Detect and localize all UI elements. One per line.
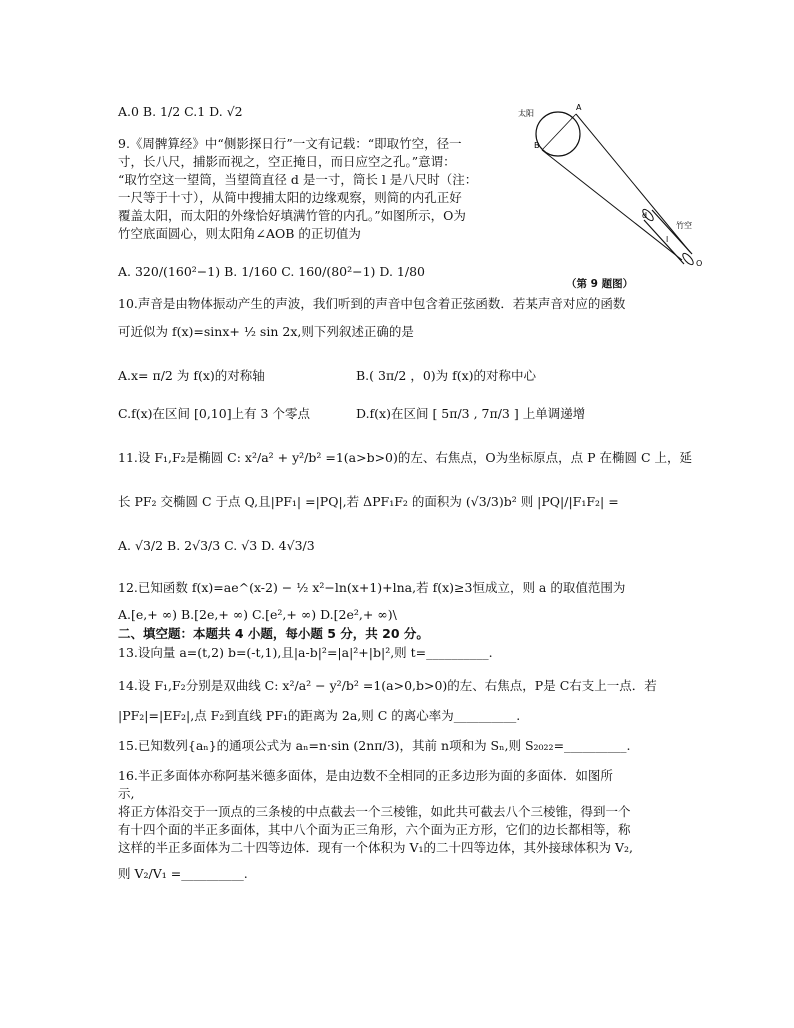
q12-line: 12.已知函数 f(x)=ae^(x-2) − ½ x²−ln(x+1)+lna,若 f(x)≥3恒成立，则 a 的取值范围为 [118, 580, 626, 595]
q14-line-2: |PF₂|=|EF₂|,点 F₂到直线 PF₁的距离为 2a,则 C 的离心率为__________. [118, 708, 521, 723]
q9-options: A. 320/(160²−1) B. 1/160 C. 160/(80²−1) D. 1/80 [118, 264, 425, 279]
chord-ab [542, 114, 576, 150]
q16-line-5: 这样的半正多面体为二十四等边体．现有一个体积为 V₁的二十四等边体，其外接球体积为 V₂, [118, 840, 633, 855]
tube-back-end [681, 252, 695, 266]
q10-option-a: A.x= π/2 为 f(x)的对称轴 [118, 368, 265, 383]
q16-line-3: 将正方体沿交于一顶点的三条棱的中点截去一个三棱锥，如此共可截去八个三棱锥，得到一个 [118, 804, 631, 819]
q9-figure [518, 100, 708, 290]
label-b: B [534, 141, 540, 150]
q9-line-4: 一尺等于十寸），从简中搜捕太阳的边缘观察，则简的内孔正好 [118, 190, 462, 205]
q16-line-4: 有十四个面的半正多面体，其中八个面为正三角形，六个面为正方形，它们的边长都相等，称 [118, 822, 631, 837]
q14-line-1: 14.设 F₁,F₂分别是双曲线 C: x²/a² − y²/b² =1(a>0,b>0)的左、右焦点，P是 C右支上一点．若 [118, 678, 657, 693]
q10-option-d: D.f(x)在区间 [ 5π/3 , 7π/3 ] 上单调递增 [356, 406, 586, 421]
label-tube: 竹空 [676, 221, 692, 230]
q9-figure-caption: （第 9 题图） [566, 278, 634, 290]
ray-b [542, 150, 682, 260]
q10-line-1: 10.声音是由物体振动产生的声波，我们听到的声音中包含着正弦函数．若某声音对应的函数 [118, 296, 626, 311]
label-l: l [666, 235, 669, 244]
section-fill-in-title: 二、填空题：本题共 4 小题，每小题 5 分，共 20 分。 [118, 626, 429, 641]
q9-line-3: “取竹空这一望筒，当望筒直径 d 是一寸，筒长 l 是八尺时（注： [118, 172, 478, 187]
ray-a [576, 114, 690, 252]
q12-options: A.[e,+ ∞) B.[2e,+ ∞) C.[e²,+ ∞) D.[2e²,+ ∞)\ [118, 607, 397, 622]
q16-line-6: 则 V₂/V₁ =__________. [118, 866, 248, 881]
q9-line-5: 覆盖太阳，而太阳的外缘恰好填满竹管的内孔。”如图所示，O为 [118, 208, 466, 223]
q10-option-c: C.f(x)在区间 [0,10]上有 3 个零点 [118, 406, 310, 421]
sun-tube-diagram [518, 100, 708, 280]
tube-top [652, 210, 692, 254]
q10-option-b: B.( 3π/2 ，0)为 f(x)的对称中心 [356, 368, 537, 383]
q11-line-1: 11.设 F₁,F₂是椭圆 C: x²/a² + y²/b² =1(a>b>0)的左、右焦点，O为坐标原点，点 P 在椭圆 C 上，延 [118, 450, 692, 465]
label-sun: 太阳 [518, 109, 534, 118]
q9-line-2: 寸，长八尺，捕影而视之，空正掩日，而日应空之孔。”意谓： [118, 154, 456, 169]
q9-line-6: 竹空底面圆心，则太阳角∠AOB 的正切值为 [118, 226, 361, 241]
q13-line: 13.设向量 a=(t,2) b=(-t,1),且|a-b|²=|a|²+|b|²,则 t=__________. [118, 645, 493, 660]
label-o: O [696, 259, 703, 268]
q15-line: 15.已知数列{aₙ}的通项公式为 aₙ=n·sin (2nπ/3)，其前 n项和为 Sₙ,则 S₂₀₂₂=__________. [118, 738, 631, 753]
q11-options: A. √3/2 B. 2√3/3 C. √3 D. 4√3/3 [118, 538, 315, 553]
q9-line-1: 9.《周髀算经》中“侧影探日行”一文有记载：“即取竹空，径一 [118, 136, 462, 151]
q11-line-2: 长 PF₂ 交椭圆 C 于点 Q,且|PF₁| =|PQ|,若 ΔPF₁F₂ 的面积为 (√3/3)b² 则 |PQ|/|F₁F₂| = [118, 494, 619, 509]
q16-line-2: 示, [118, 786, 135, 801]
label-a: A [576, 103, 582, 112]
q10-line-2: 可近似为 f(x)=sinx+ ½ sin 2x,则下列叙述正确的是 [118, 324, 414, 339]
q16-line-1: 16.半正多面体亦称阿基米德多面体，是由边数不全相同的正多边形为面的多面体．如图所 [118, 768, 613, 783]
label-d: d [642, 211, 648, 220]
q8-options: A.0 B. 1/2 C.1 D. √2 [118, 104, 243, 119]
